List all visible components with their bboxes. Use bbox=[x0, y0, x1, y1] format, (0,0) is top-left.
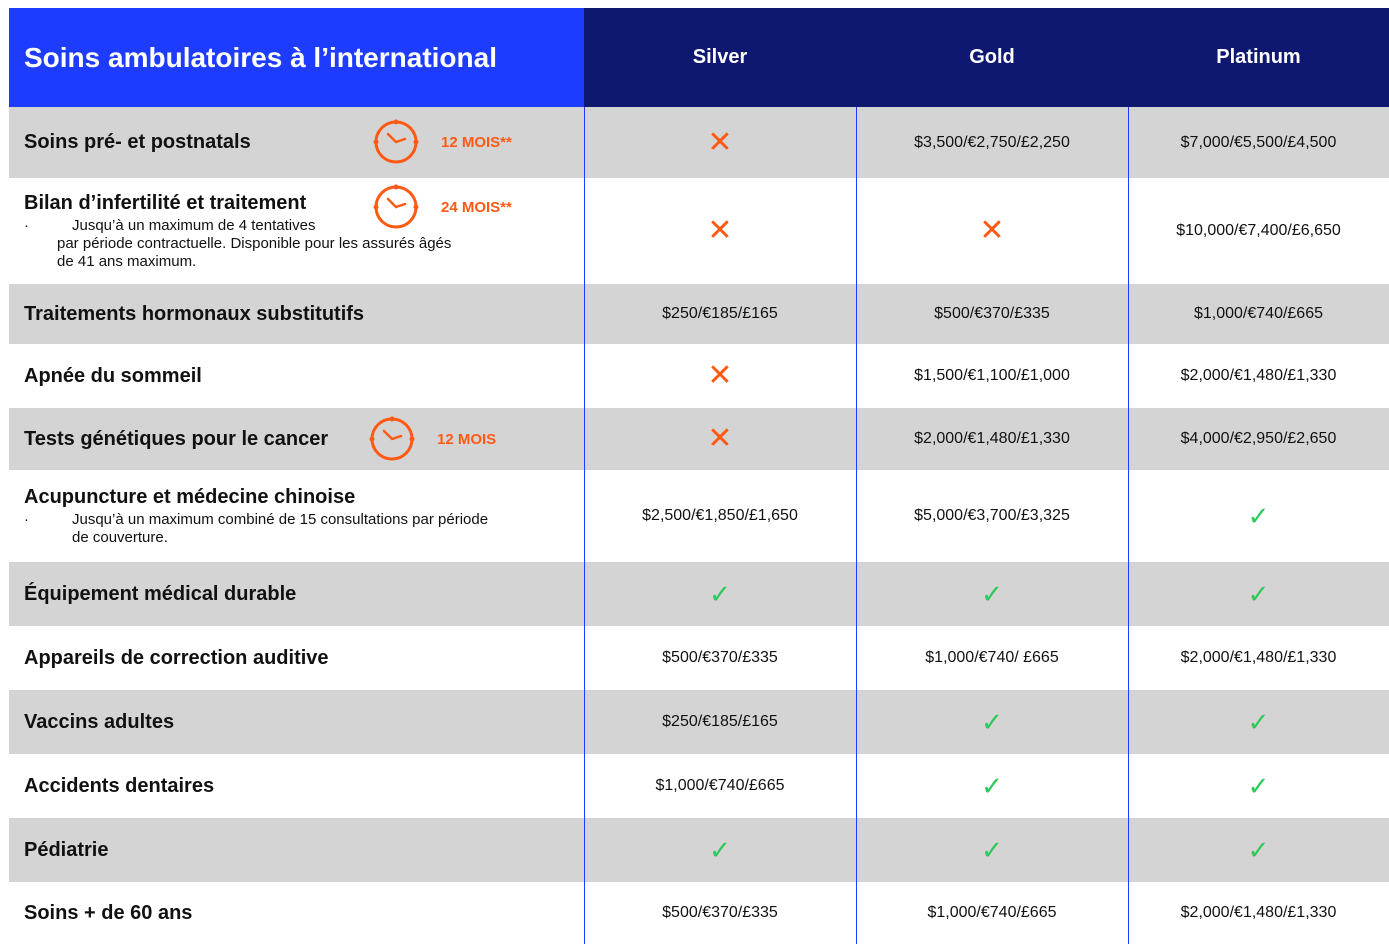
platinum-value: $1,000/€740/£665 bbox=[1193, 305, 1323, 322]
row-label-cell bbox=[9, 284, 584, 344]
table-row bbox=[9, 562, 1389, 626]
silver-value: $250/€185/£165 bbox=[662, 713, 778, 730]
row-label-cell bbox=[9, 690, 584, 754]
table-row bbox=[9, 690, 1389, 754]
gold-cell bbox=[856, 470, 1128, 562]
tier-header-platinum: Platinum bbox=[1128, 8, 1389, 107]
gold-cell bbox=[856, 626, 1128, 690]
silver-cell bbox=[584, 284, 856, 344]
row-label: Pédiatrie bbox=[24, 838, 109, 861]
row-label: Acupuncture et médecine chinoise bbox=[24, 485, 356, 508]
row-label-cell bbox=[9, 178, 584, 284]
waiting-period bbox=[369, 416, 496, 462]
platinum-value: $2,000/€1,480/£1,330 bbox=[1180, 367, 1337, 384]
platinum-cell bbox=[1128, 882, 1389, 944]
gold-cell bbox=[856, 818, 1128, 882]
row-label-cell bbox=[9, 344, 584, 408]
gold-cell bbox=[856, 107, 1128, 178]
silver-cell bbox=[584, 470, 856, 562]
waiting-period-text: 24 MOIS** bbox=[441, 198, 512, 216]
bullet: · bbox=[24, 510, 29, 528]
platinum-cell bbox=[1128, 178, 1389, 284]
platinum-cell bbox=[1128, 754, 1389, 818]
platinum-cell bbox=[1128, 690, 1389, 754]
silver-cell bbox=[584, 882, 856, 944]
clock-icon bbox=[369, 416, 415, 462]
gold-value: $1,000/€740/ £665 bbox=[925, 649, 1059, 666]
note-text: Jusqu’à un maximum combiné de 15 consultations par période bbox=[72, 510, 489, 528]
check-icon: ✓ bbox=[1247, 835, 1270, 865]
table-row bbox=[9, 344, 1389, 408]
note-text: Jusqu’à un maximum de 4 tentatives bbox=[72, 216, 316, 234]
row-note bbox=[24, 511, 584, 547]
row-label: Tests génétiques pour le cancer bbox=[24, 427, 329, 450]
silver-cell bbox=[584, 107, 856, 178]
table-header bbox=[0, 0, 1389, 107]
gold-value: $1,500/€1,100/£1,000 bbox=[914, 367, 1070, 384]
row-label-cell bbox=[9, 754, 584, 818]
gold-value: $500/€370/£335 bbox=[934, 305, 1050, 322]
silver-value: $1,000/€740/£665 bbox=[655, 777, 785, 794]
silver-value: $500/€370/£335 bbox=[662, 904, 778, 921]
table-row bbox=[9, 107, 1389, 178]
table-row bbox=[9, 626, 1389, 690]
row-label-cell bbox=[9, 408, 584, 470]
check-icon: ✓ bbox=[981, 579, 1003, 609]
check-icon: ✓ bbox=[981, 835, 1003, 865]
clock-icon bbox=[373, 119, 419, 165]
row-label-cell bbox=[9, 818, 584, 882]
platinum-value: $10,000/€7,400/£6,650 bbox=[1176, 222, 1341, 239]
platinum-cell bbox=[1128, 284, 1389, 344]
row-label: Appareils de correction auditive bbox=[24, 646, 329, 669]
row-label-cell bbox=[9, 882, 584, 944]
platinum-cell bbox=[1128, 408, 1389, 470]
silver-cell bbox=[584, 754, 856, 818]
gold-value: $3,500/€2,750/£2,250 bbox=[914, 133, 1070, 151]
check-icon: ✓ bbox=[1247, 707, 1270, 737]
waiting-period bbox=[373, 184, 512, 230]
platinum-cell bbox=[1128, 470, 1389, 562]
gold-value: $5,000/€3,700/£3,325 bbox=[914, 507, 1070, 524]
silver-value: $250/€185/£165 bbox=[662, 305, 778, 322]
platinum-cell bbox=[1128, 626, 1389, 690]
row-label: Équipement médical durable bbox=[24, 582, 297, 605]
x-icon: ✕ bbox=[979, 214, 1005, 247]
waiting-period bbox=[373, 119, 512, 165]
row-label-cell bbox=[9, 626, 584, 690]
row-label: Traitements hormonaux substitutifs bbox=[24, 302, 365, 325]
table-row bbox=[9, 178, 1389, 284]
x-icon: ✕ bbox=[707, 359, 733, 392]
gold-value: $2,000/€1,480/£1,330 bbox=[914, 430, 1070, 447]
platinum-cell bbox=[1128, 107, 1389, 178]
row-label: Accidents dentaires bbox=[24, 774, 215, 797]
tier-header-gold: Gold bbox=[856, 8, 1128, 107]
x-icon: ✕ bbox=[707, 214, 733, 247]
silver-value: $500/€370/£335 bbox=[662, 649, 778, 666]
bullet: · bbox=[24, 216, 29, 234]
table-row bbox=[9, 408, 1389, 470]
check-icon: ✓ bbox=[981, 771, 1003, 801]
check-icon: ✓ bbox=[1247, 771, 1270, 801]
platinum-cell bbox=[1128, 344, 1389, 408]
column-divider bbox=[584, 107, 585, 944]
silver-cell bbox=[584, 626, 856, 690]
row-label: Apnée du sommeil bbox=[24, 364, 202, 387]
silver-cell bbox=[584, 344, 856, 408]
check-icon: ✓ bbox=[1247, 501, 1270, 531]
silver-cell bbox=[584, 178, 856, 284]
clock-icon bbox=[373, 184, 419, 230]
check-icon: ✓ bbox=[709, 835, 731, 865]
gold-cell bbox=[856, 178, 1128, 284]
row-label: Vaccins adultes bbox=[24, 710, 175, 733]
waiting-period-text: 12 MOIS** bbox=[441, 133, 512, 151]
platinum-value: $7,000/€5,500/£4,500 bbox=[1180, 133, 1337, 151]
check-icon: ✓ bbox=[1247, 579, 1270, 609]
gold-cell bbox=[856, 882, 1128, 944]
waiting-period-text: 12 MOIS bbox=[437, 430, 497, 448]
note-text: par période contractuelle. Disponible pour les assurés âgés bbox=[57, 234, 452, 252]
row-label: Bilan d’infertilité et traitement bbox=[24, 191, 307, 214]
silver-value: $2,500/€1,850/£1,650 bbox=[642, 507, 798, 524]
gold-cell bbox=[856, 344, 1128, 408]
gold-value: $1,000/€740/£665 bbox=[927, 904, 1057, 921]
table-row bbox=[9, 284, 1389, 344]
check-icon: ✓ bbox=[981, 707, 1003, 737]
silver-cell bbox=[584, 818, 856, 882]
platinum-value: $4,000/€2,950/£2,650 bbox=[1180, 430, 1337, 447]
note-text: de couverture. bbox=[72, 528, 168, 546]
platinum-value: $2,000/€1,480/£1,330 bbox=[1180, 649, 1337, 666]
tier-header-silver: Silver bbox=[584, 8, 856, 107]
gold-cell bbox=[856, 562, 1128, 626]
gold-cell bbox=[856, 408, 1128, 470]
platinum-value: $2,000/€1,480/£1,330 bbox=[1180, 904, 1337, 921]
row-label: Soins + de 60 ans bbox=[24, 901, 193, 924]
note-text: de 41 ans maximum. bbox=[57, 252, 197, 270]
silver-cell bbox=[584, 562, 856, 626]
gold-cell bbox=[856, 754, 1128, 818]
row-label: Soins pré- et postnatals bbox=[24, 131, 251, 153]
x-icon: ✕ bbox=[707, 125, 733, 159]
table-row bbox=[9, 818, 1389, 882]
gold-cell bbox=[856, 690, 1128, 754]
silver-cell bbox=[584, 690, 856, 754]
silver-cell bbox=[584, 408, 856, 470]
column-divider bbox=[856, 107, 857, 944]
row-label-cell bbox=[9, 470, 584, 562]
table-row bbox=[9, 470, 1389, 562]
table-row bbox=[9, 882, 1389, 944]
platinum-cell bbox=[1128, 818, 1389, 882]
x-icon: ✕ bbox=[707, 422, 733, 455]
table-title: Soins ambulatoires à l’international bbox=[9, 8, 584, 107]
platinum-cell bbox=[1128, 562, 1389, 626]
check-icon: ✓ bbox=[709, 579, 731, 609]
row-label-cell bbox=[9, 562, 584, 626]
column-divider bbox=[1128, 107, 1129, 944]
row-label-cell bbox=[9, 107, 584, 178]
table-row bbox=[9, 754, 1389, 818]
gold-cell bbox=[856, 284, 1128, 344]
